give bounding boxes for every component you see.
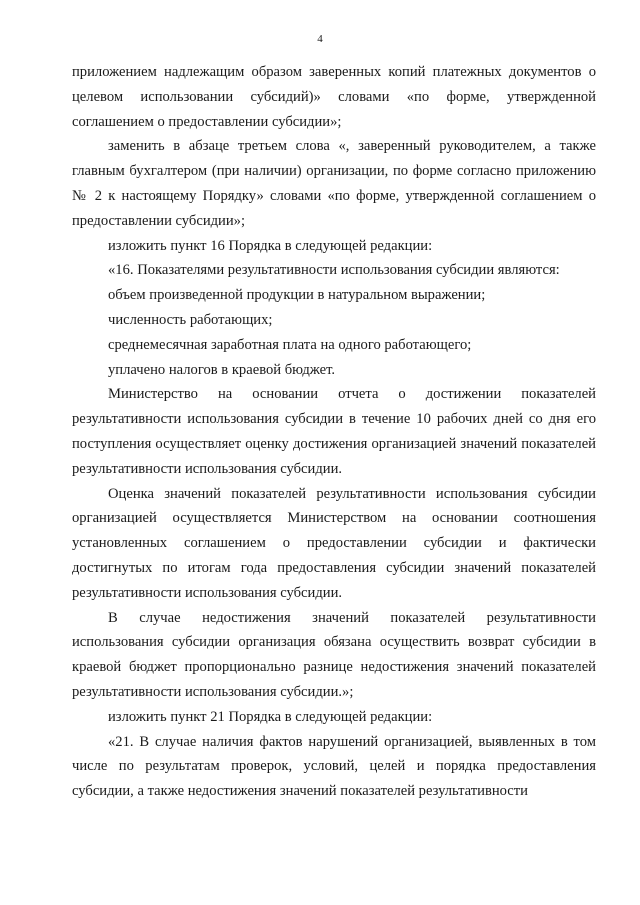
paragraph: Министерство на основании отчета о достижении показателей результативности использования субсидии в течение 10 рабочих дней со дня его поступления осуществляет оценку достижения организацией значений показателей результативности использования субсидии. — [72, 386, 596, 477]
paragraph: численность работающих; — [108, 311, 273, 328]
document-body — [72, 60, 596, 804]
paragraph: В случае недостижения значений показателей результативности использования субсидии организация обязана осуществить возврат субсидии в краевой бюджет пропорционально разнице недостижения значений показателей результативности использования субсидии.»; — [72, 609, 596, 700]
paragraph: изложить пункт 21 Порядка в следующей редакции: — [108, 708, 433, 725]
paragraph: «16. Показателями результативности использования субсидии являются: — [108, 262, 560, 279]
paragraph: «21. В случае наличия фактов нарушений организацией, выявленных в том числе по результатам проверок, условий, целей и порядка предоставления субсидии, а также недостижения значений показателей результативности — [72, 733, 596, 800]
page-number: 4 — [317, 33, 323, 45]
paragraph: среднемесячная заработная плата на одного работающего; — [108, 336, 472, 353]
paragraph: уплачено налогов в краевой бюджет. — [108, 361, 336, 378]
paragraph: заменить в абзаце третьем слова «, заверенный руководителем, а также главным бухгалтером (при наличии) организации, по форме согласно приложению № 2 к настоящему Порядку» словами «по форме, утвержденной соглашением о предоставлении субсидии»; — [72, 138, 596, 229]
paragraph-continuation: приложением надлежащим образом заверенных копий платежных документов о целевом использовании субсидий)» словами «по форме, утвержденной соглашением о предоставлении субсидии»; — [72, 64, 596, 130]
paragraph: объем произведенной продукции в натуральном выражении; — [108, 287, 486, 304]
paragraph: Оценка значений показателей результативности использования субсидии организацией осуществляется Министерством на основании соотношения установленных соглашением о предоставлении субсидии и фактически достигнутых по итогам года предоставления субсидии значений показателей результативности использования субсидии. — [72, 485, 596, 601]
paragraph: изложить пункт 16 Порядка в следующей редакции: — [108, 237, 433, 254]
